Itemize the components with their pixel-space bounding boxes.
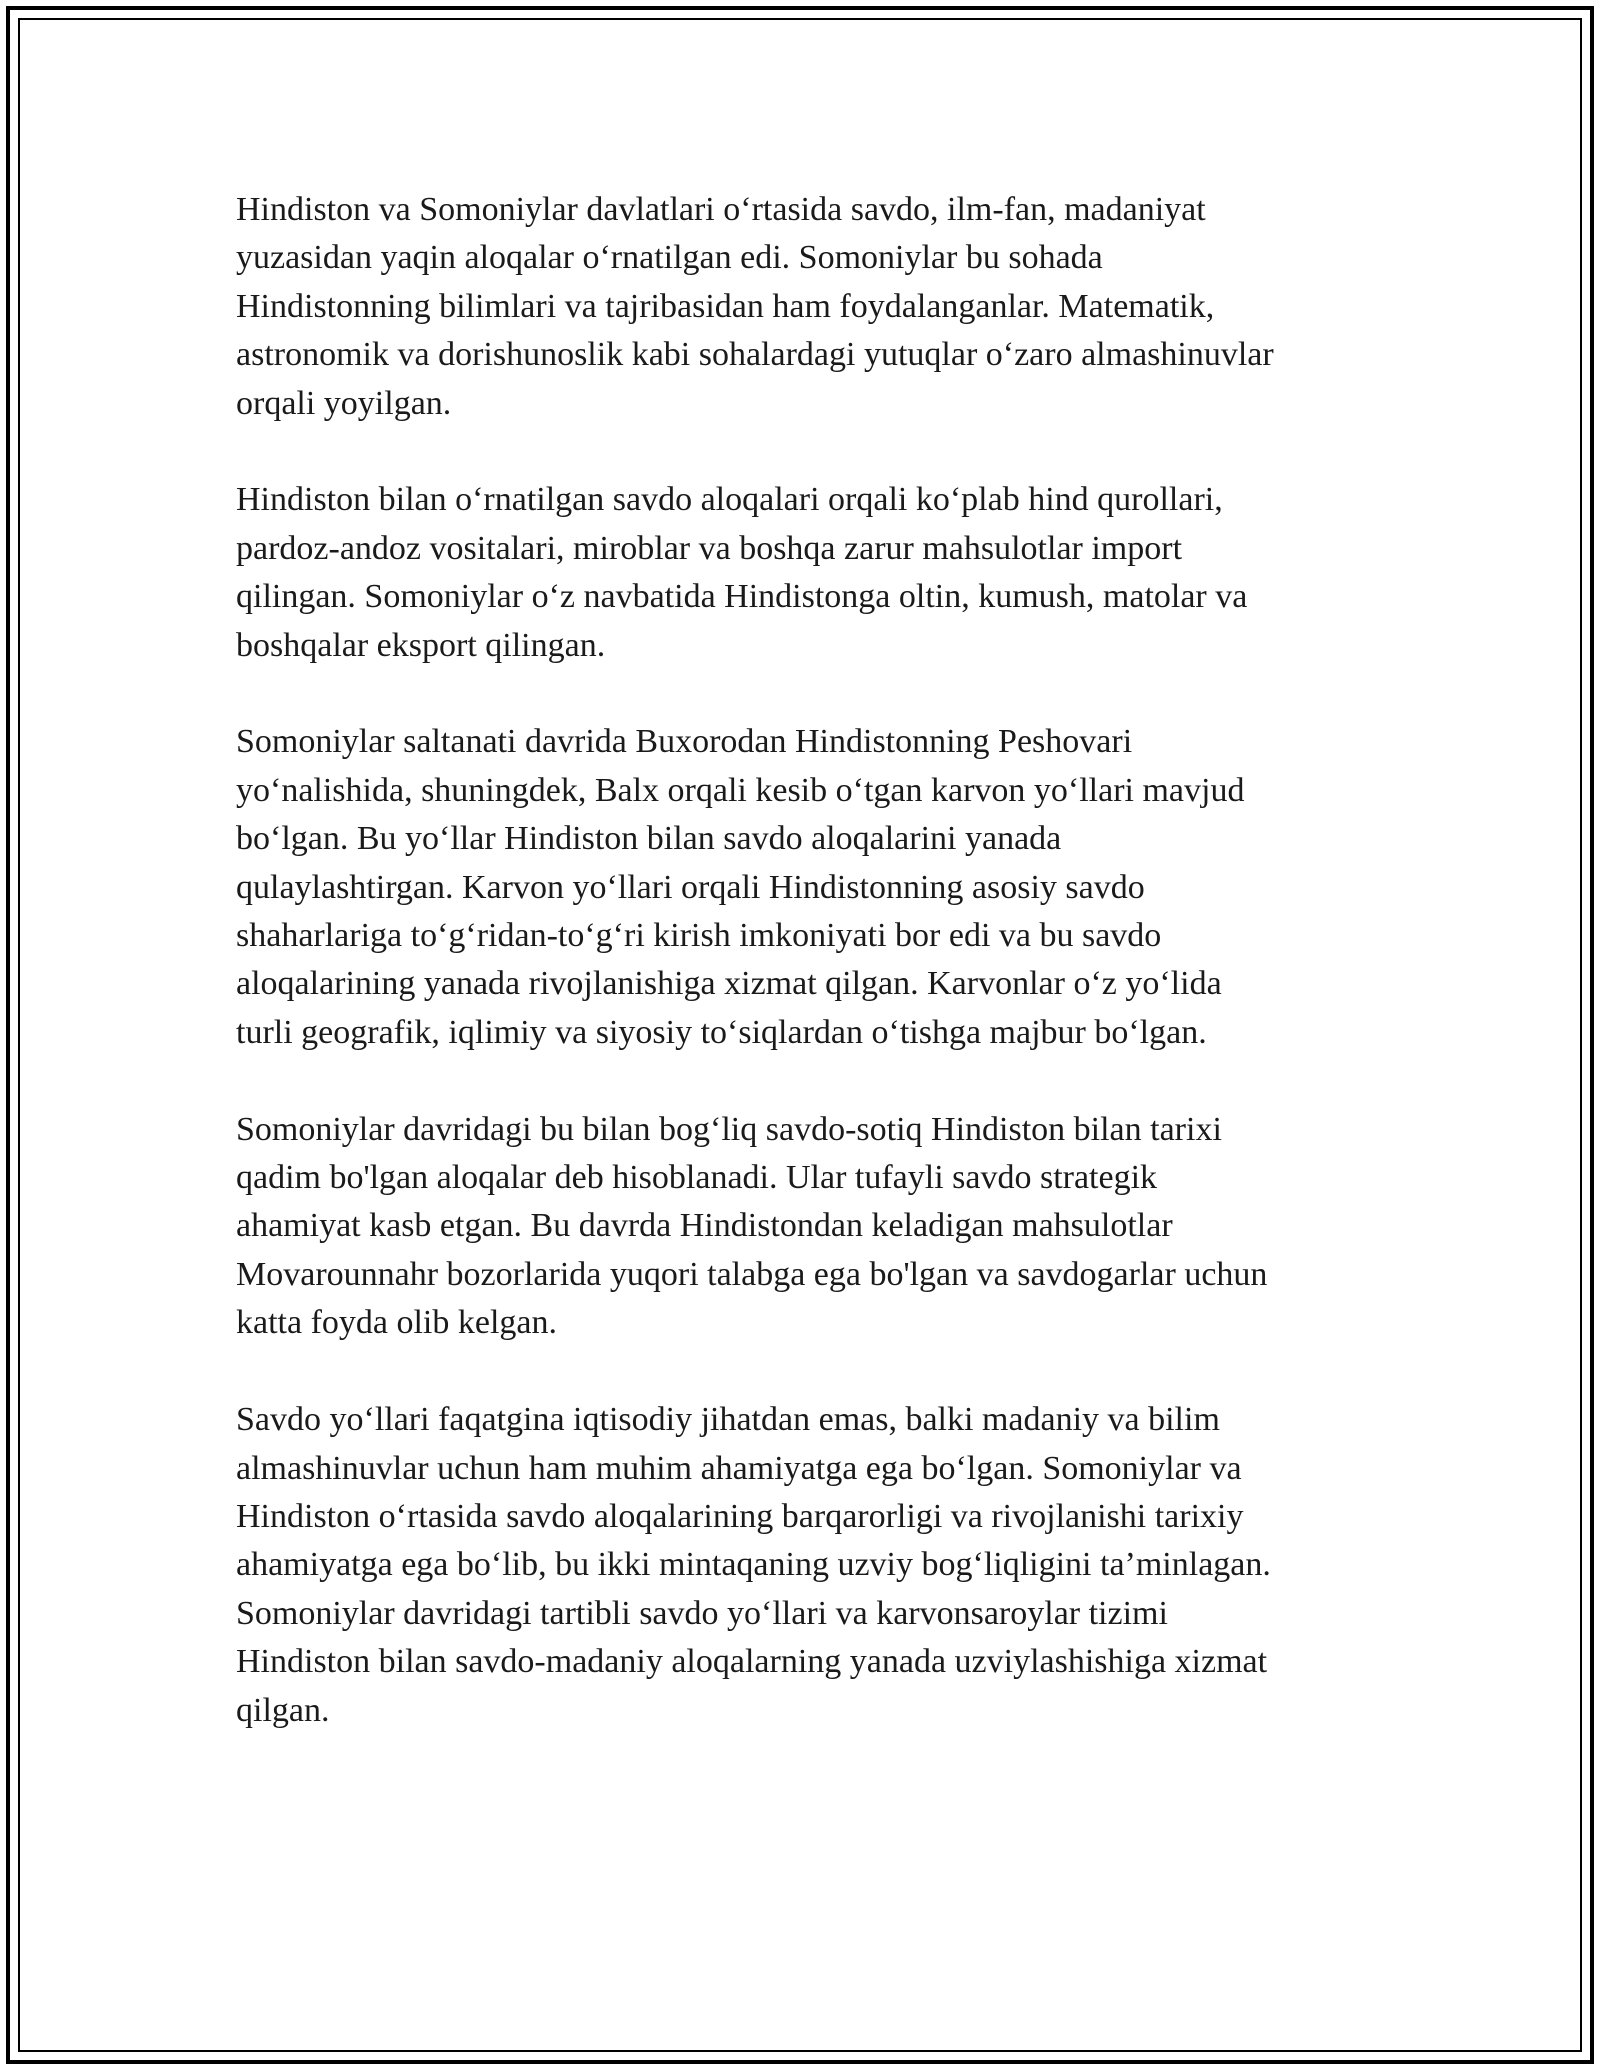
paragraph-imports-exports: Hindiston bilan o‘rnatilgan savdo aloqalari orqali ko‘plab hind qurollari, pardoz-andoz vositalari, miroblar va boshqa zarur mahsulotlar import qilingan. Somoniylar o‘z navbatida Hindistonga oltin, kumush, matolar va boshqalar eksport qilingan. [236, 481, 1248, 664]
paragraph-historic-trade: Somoniylar davridagi bu bilan bog‘liq savdo-sotiq Hindiston bilan tarixi qadim bo'lgan aloqalar deb hisoblanadi. Ular tufayli savdo strategik ahamiyat kasb etgan. Bu davrda Hindistondan keladigan mahsulotlar Movarounnahr bozorlarida yuqori talabga ega bo'lgan va savdogarlar uchun katta foyda olib kelgan. [236, 1110, 1268, 1342]
paragraph-cultural-exchange: Savdo yo‘llari faqatgina iqtisodiy jihatdan emas, balki madaniy va bilim almashinuvlar uchun ham muhim ahamiyatga ega bo‘lgan. Somoniylar va Hindiston o‘rtasida savdo aloqalarining barqarorligi va rivojlanishi tarixiy ahamiyatga ega bo‘lib, bu ikki mintaqaning uzviy bog‘liqligini ta’minlagan. Somoniylar davridagi tartibli savdo yo‘llari va karvonsaroylar tizimi Hindiston bilan savdo-madaniy aloqalarning yanada uzviylashishiga xizmat qilgan. [236, 1401, 1271, 1729]
document-body [236, 186, 1366, 1783]
paragraph-caravan-routes: Somoniylar saltanati davrida Buxorodan Hindistonning Peshovari yo‘nalishida, shuningdek, Balx orqali kesib o‘tgan karvon yo‘llari mavjud bo‘lgan. Bu yo‘llar Hindiston bilan savdo aloqalarini yanada qulaylashtirgan. Karvon yo‘llari orqali Hindistonning asosiy savdo shaharlariga to‘g‘ridan-to‘g‘ri kirish imkoniyati bor edi va bu savdo aloqalarining yanada rivojlanishiga xizmat qilgan. Karvonlar o‘z yo‘lida turli geografik, iqlimiy va siyosiy to‘siqlardan o‘tishga majbur bo‘lgan. [236, 723, 1245, 1051]
paragraph-trade-science-culture: Hindiston va Somoniylar davlatlari o‘rtasida savdo, ilm-fan, madaniyat yuzasidan yaqin aloqalar o‘rnatilgan edi. Somoniylar bu sohada Hindistonning bilimlari va tajribasidan ham foydalanganlar. Matematik, astronomik va dorishunoslik kabi sohalardagi yutuqlar o‘zaro almashinuvlar orqali yoyilgan. [236, 191, 1274, 422]
